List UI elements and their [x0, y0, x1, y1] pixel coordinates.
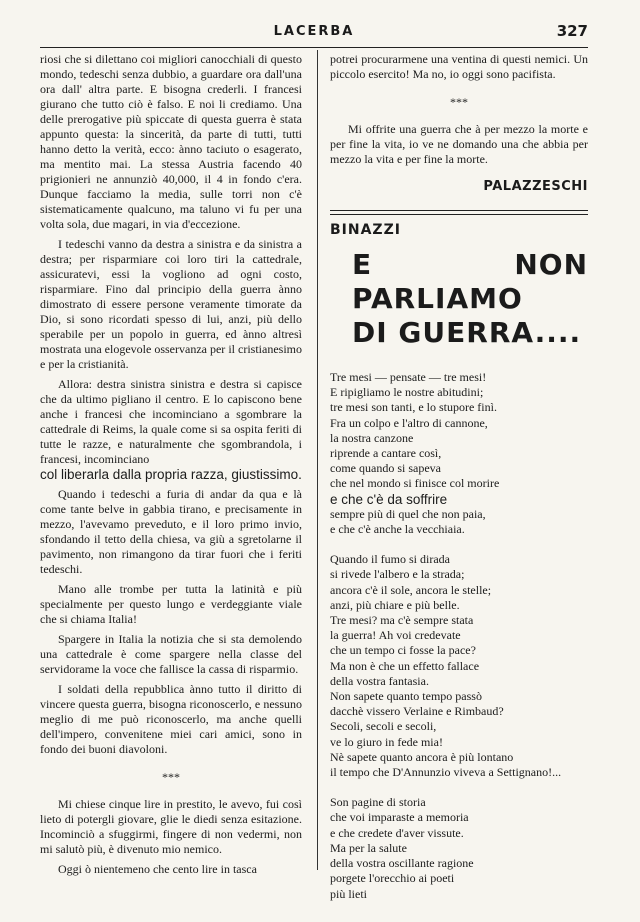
poem-line: e che c'è anche la vecchiaia. — [330, 522, 465, 537]
poem-line: tre mesi son tanti, e lo stupore finì. — [330, 400, 497, 415]
paragraph: Quando i tedeschi a furia di andar da qua e là come tante belve in gabbia tirano, e precisamente in mezzo, l'avevamo preveduto, e il loro primo invio, sfondando il tetto della chiesa, va giù a sgretolarne il pavimento, non rimangono da tirar fuori che i feriti tedeschi. — [40, 487, 302, 576]
title-line: DI GUERRA.... — [352, 316, 582, 349]
poem-line: Tre mesi — pensate — tre mesi! — [330, 370, 487, 384]
paragraph: riosi che si dilettano coi migliori canocchiali di questo mondo, tedeschi senza dubbio, a guardare ora dall'una ora dall' altra parte. E bisogna crederli. I francesi giurano che tutto ciò è falso. E noi li crediamo. Una delle prerogative più spiccate di questa guerra è stata appunto questa: la sincerità, da parte di tutti, tutti hanno detto la verità, ecco: ànno taciuto o esagerato, ma mentito mai. La stessa Austria facendo 40 prigionieri ne annunziò 40,000, il 4 in fondo c'era. Dunque facciamo la media, sulle torri non c'è sistematicamente qualcuno, ma taluno vi fu per una volta sola, due magari, in via d'eccezione. — [40, 52, 302, 231]
stanza-break — [330, 780, 588, 795]
paragraph: I soldati della repubblica ànno tutto il diritto di vincere questa guerra, bisogna riconoscerlo, e nessuno meglio di me può riconoscerlo, ma anche quelli dell'impero, convenitene miei cari amici, sono in fondo dei buoni diavoloni. — [40, 682, 302, 756]
poem-line: riprende a cantare così, — [330, 446, 442, 461]
paragraph: I tedeschi vanno da destra a sinistra e da sinistra a destra; per risparmiare coi loro tiri la cattedrale, assicuratevi, essi la vogliono ad ogni costo, risparmiare. Fino dal principio della guerra ànno dimostrato di essere persone veramente timorate da Dio, si sono ricordati spesso di lui, anzi, più dello sperabile per un popolo in guerra, ed ànno altresì mostrata una elogevole osservanza per il cristianesimo e per la cristianità. — [40, 237, 302, 371]
stanza-break — [330, 537, 588, 552]
article-title — [352, 248, 588, 350]
journal-title: LACERBA — [273, 24, 355, 39]
poem-line: la nostra canzone — [330, 430, 414, 445]
poem-line: porgete l'orecchio ai poeti — [330, 871, 455, 886]
header-rule — [40, 47, 588, 48]
poem-line: Secoli, secoli e secoli, — [330, 719, 437, 734]
poem-line: sempre più di quel che non paia, — [330, 506, 486, 521]
poem-line: ancora c'è il sole, ancora le stelle; — [330, 582, 492, 597]
poem-line: Quando il fumo si dirada — [330, 552, 450, 567]
poem-line: e che credete d'aver vissute. — [330, 825, 464, 840]
paragraph-emphasis: col liberarla dalla propria razza, giustissimo. — [40, 467, 302, 482]
poem-line: anzi, più chiare e più belle. — [330, 597, 460, 612]
poem-line: E ripigliamo le nostre abitudini; — [330, 385, 484, 400]
poem-line: Nè sapete quanto ancora è più lontano — [330, 749, 514, 764]
paragraph: Spargere in Italia la notizia che si sta demolendo una cattedrale è come spargere nella classe del servidorame la voce che fallisce la cassa di risparmio. — [40, 632, 302, 676]
page-number: 327 — [556, 22, 588, 40]
poem-line: ve lo giuro in fede mia! — [330, 734, 443, 749]
poem-line: che nel mondo si finisce col morire — [330, 476, 500, 491]
poem-line: Son pagine di storia — [330, 795, 426, 810]
paragraph: Mi offrite una guerra che à per mezzo la morte e per fine la vita, io ve ne domando una che abbia per mezzo la vita e per fine la morte. — [330, 122, 588, 166]
paragraph: Mano alle trombe per tutta la latinità e più specialmente per questo lungo e verdeggiante viale che si chiama Italia! — [40, 582, 302, 626]
poem-line: della vostra oscillante ragione — [330, 856, 474, 871]
poem — [330, 370, 588, 902]
poem-line: Ma non è che un effetto fallace — [330, 658, 480, 673]
poem-line: come quando si sapeva — [330, 461, 441, 476]
poem-line: che un tempo ci fosse la pace? — [330, 643, 476, 658]
title-line: E NON PARLIAMO — [352, 248, 588, 315]
paragraph: potrei procurarmene una ventina di questi nemici. Un piccolo esercito! Ma no, io oggi sono pacifista. — [330, 52, 588, 81]
poem-line: Non sapete quanto tempo passò — [330, 689, 482, 704]
column-divider — [317, 50, 318, 870]
page-header — [40, 22, 588, 46]
section-separator: *** — [450, 95, 468, 109]
left-column — [40, 52, 302, 882]
article-author: BINAZZI — [330, 222, 401, 238]
poem-line: la guerra! Ah voi credevate — [330, 628, 461, 643]
poem-line: Ma per la salute — [330, 840, 407, 855]
double-rule — [330, 210, 588, 215]
paragraph: Allora: destra sinistra sinistra e destra si capisce che da ultimo pigliano il centro. E lo capiscono bene anche i francesi che incominciano a sgombrare la cattedrale di Reims, la quale come si sa ospita feriti di tutte le razze, e naturalmente che sgombrandola, i francesi, incominciano — [40, 377, 302, 466]
paragraph: Oggi ò nientemeno che cento lire in tasca — [58, 862, 257, 876]
poem-line: Fra un colpo e l'altro di cannone, — [330, 415, 488, 430]
poem-line: Tre mesi? ma c'è sempre stata — [330, 613, 474, 628]
section-separator: *** — [162, 770, 180, 784]
poem-line: più lieti — [330, 886, 367, 901]
poem-line: si rivede l'albero e la strada; — [330, 567, 465, 582]
right-column — [330, 52, 588, 902]
author-signature: PALAZZESCHI — [483, 179, 588, 194]
poem-line: della vostra fantasia. — [330, 673, 429, 688]
poem-line: il tempo che D'Annunzio viveva a Settignano!... — [330, 765, 562, 780]
poem-line: che voi imparaste a memoria — [330, 810, 469, 825]
paragraph: Mi chiese cinque lire in prestito, le avevo, fui così lieto di potergli giovare, glie le diedi senza esitazione. Incominciò a sfuggirmi, fingere di non vedermi, non mi salutò più, è divenuto mio nemico. — [40, 797, 302, 856]
poem-line: e che c'è da soffrire — [330, 491, 448, 507]
poem-line: dacchè vissero Verlaine e Rimbaud? — [330, 704, 504, 719]
